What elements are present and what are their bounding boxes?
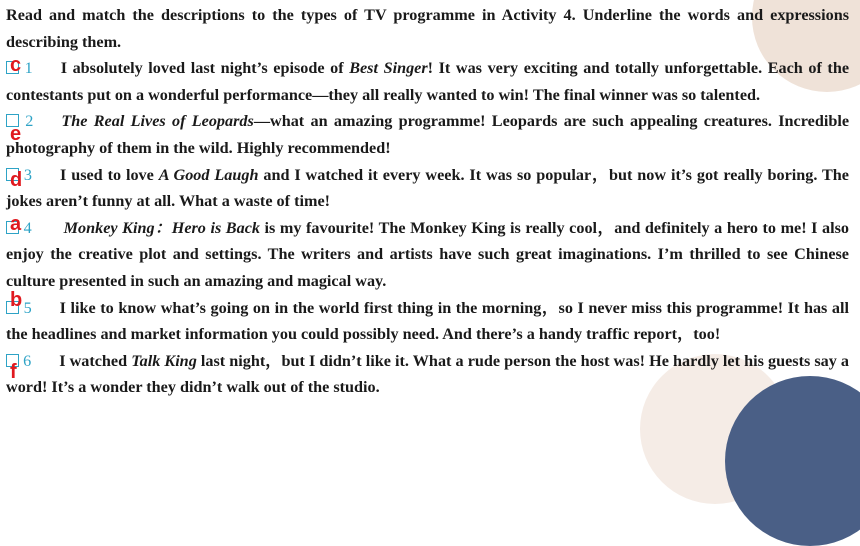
answer-letter: d	[10, 169, 23, 191]
item-text-before: I watched	[59, 351, 132, 370]
programme-title: Talk King	[131, 351, 197, 370]
item-text-after: —what an amazing programme! Leopards are such appealing creatures. Incredible photography of them in the wild. Highly recommended!	[6, 112, 850, 157]
programme-title: A Good Laugh	[158, 165, 259, 184]
item-3	[6, 162, 849, 215]
answer-letter: a	[10, 213, 22, 235]
item-number: 1	[24, 59, 33, 78]
item-2	[6, 108, 849, 161]
item-number: 6	[23, 351, 32, 370]
item-number: 4	[23, 218, 32, 237]
exercise-text	[6, 2, 849, 401]
item-1	[6, 55, 849, 108]
instruction: Read and match the descriptions to the types of TV programme in Activity 4. Underline the words and expressions describing them.	[6, 6, 849, 51]
answer-letter: f	[10, 361, 17, 383]
item-4	[6, 215, 849, 295]
answer-letter: e	[10, 123, 22, 145]
item-6	[6, 348, 849, 401]
programme-title: Best Singer	[349, 59, 428, 78]
item-text-before: I absolutely loved last night’s episode of	[60, 59, 350, 78]
answer-letter: c	[10, 54, 22, 76]
item-5	[6, 295, 849, 348]
item-text-before: I used to love	[60, 165, 159, 184]
item-text-after: last night，but I didn’t like it. What a rude person the host was! He hardly let his guests say a word! It’s a wonder they didn’t walk out of the studio.	[6, 351, 850, 397]
item-number: 3	[23, 165, 32, 184]
item-number: 2	[25, 112, 34, 131]
programme-title: Monkey King：Hero is Back	[63, 218, 260, 237]
item-number: 5	[23, 298, 32, 317]
item-text-after: and I watched it every week. It was so popular，but now it’s got really boring. The jokes aren’t funny at all. What a waste of time!	[6, 165, 849, 211]
answer-letter: b	[10, 289, 23, 311]
item-text-before: I like to know what’s going on in the world first thing in the morning，so I never miss this programme! It has all the headlines and market information you could possibly need. And there’s a handy traffic report，too!	[6, 298, 849, 344]
programme-title: The Real Lives of Leopards	[61, 112, 254, 131]
item-text-after: ! It was very exciting and totally unforgettable. Each of the contestants put on a wonderful performance—they all really wanted to win! The final winner was so talented.	[6, 59, 850, 104]
item-text-after: is my favourite! The Monkey King is really cool，and definitely a hero to me! I also enjoy the creative plot and settings. The writers and artists have such great imaginations. I’m thrilled to see Chinese culture presented in such an amazing and magical way.	[6, 218, 850, 290]
